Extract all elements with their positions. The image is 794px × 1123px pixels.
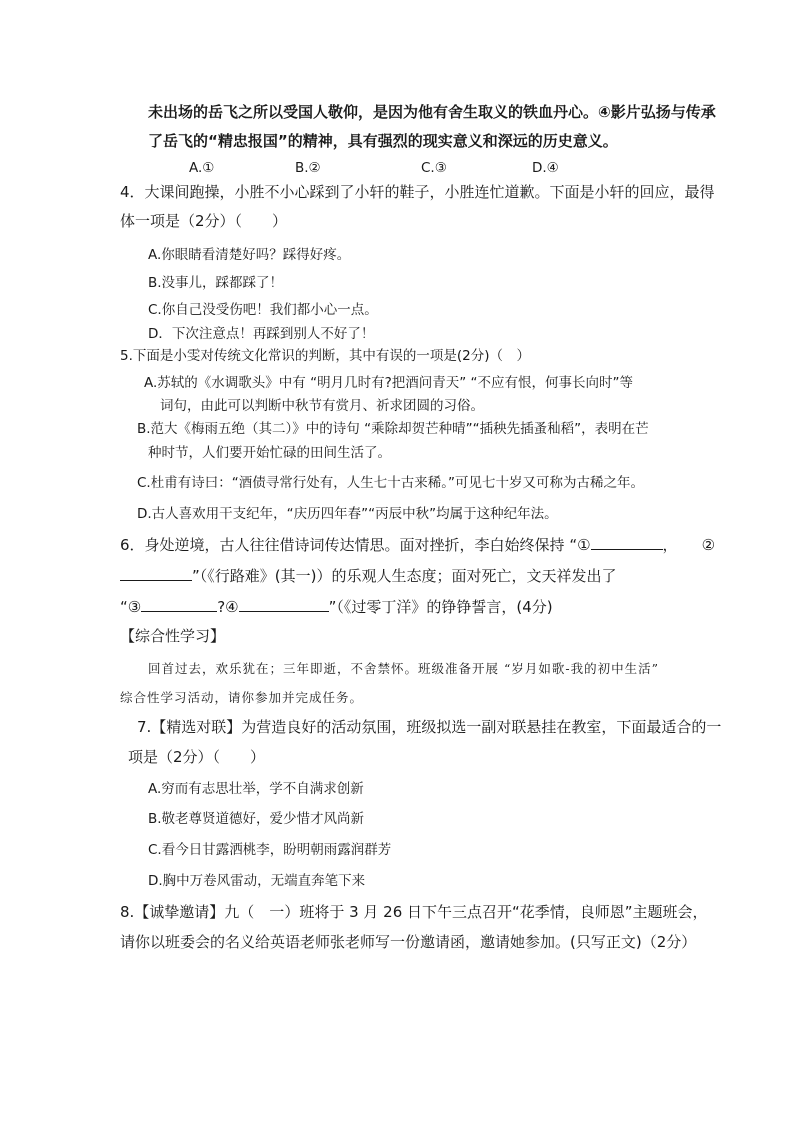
q8-line-2: 请你以班委会的名义给英语老师张老师写一份邀请函，邀请她参加。(只写正文)（2分）	[120, 933, 697, 951]
q7-stem-line-1: 7.【精选对联】为营造良好的活动氛围，班级拟选一副对联悬挂在教室，下面最适合的一	[137, 718, 722, 736]
q7-option-b: B.敬老尊贤道德好，爱少惜才风尚新	[148, 811, 365, 827]
q5-option-b-line-2: 种时节，人们要开始忙碌的田间生活了。	[148, 445, 391, 461]
q5-option-a-line-1: A.苏轼的《水调歌头》中有 “明月几时有?把酒问青天” “不应有恨，何事长向时”等	[144, 375, 634, 391]
q4-option-d: D．下次注意点！再踩到别人不好了！	[148, 326, 375, 342]
q6-marker-3: “③	[120, 598, 142, 616]
q4-option-a: A.你眼睛看清楚好吗？踩得好疼。	[148, 247, 351, 263]
q7-option-d: D.胸中万卷风雷动，无端直奔笔下来	[148, 873, 366, 889]
q5-option-b-line-1: B.范大《梅雨五绝（其二）》中的诗句 “乘除却贺芒种晴”“插秧先插蚤秈稻”，表明在芒	[137, 421, 649, 437]
q6-line-1-text: 6．身处逆境，古人往往借诗词传达情思。面对挫折，李白始终保持 “①	[120, 536, 591, 554]
answer-blank-3[interactable]	[141, 596, 217, 612]
answer-blank-1[interactable]	[591, 534, 663, 550]
q4-stem-line-2: 体一项是（2分）（ ）	[120, 212, 288, 230]
q7-option-a: A.穷而有志思壮举，学不自满求创新	[148, 781, 364, 797]
q6-line-1	[120, 534, 715, 555]
section-intro-line-2: 综合性学习活动，请你参加并完成任务。	[120, 690, 364, 705]
intro-option-a: A.①	[189, 160, 215, 176]
section-intro-line-1: 回首过去，欢乐犹在；三年即逝，不舍禁怀。班级准备开展 “岁月如歌-我的初中生活”	[148, 661, 659, 676]
q6-line-2	[120, 565, 616, 586]
q6-marker-4: ?④	[217, 598, 239, 616]
q6-marker-2: ②	[701, 536, 716, 554]
answer-blank-4[interactable]	[239, 596, 329, 612]
intro-option-b: B.②	[295, 160, 321, 176]
intro-option-c: C.③	[421, 160, 447, 176]
q7-option-c: C.看今日甘露洒桃李，盼明朝雨露润群芳	[148, 842, 392, 858]
q4-option-c: C.你自己没受伤吧！我们都小心一点。	[148, 302, 378, 318]
intro-line-1: 未出场的岳飞之所以受国人敬仰，是因为他有舍生取义的铁血丹心。④影片弘扬与传承	[148, 103, 716, 121]
q6-line-3	[120, 596, 553, 617]
answer-blank-2[interactable]	[120, 565, 192, 581]
q4-option-b: B.没事儿，踩都踩了！	[148, 275, 284, 291]
intro-option-d: D.④	[532, 160, 559, 176]
q5-option-d: D.古人喜欢用干支纪年，“庆历四年春”“丙辰中秋”均属于这种纪年法。	[137, 506, 558, 522]
q4-stem-line-1: 4．大课间跑操，小胜不小心踩到了小轩的鞋子，小胜连忙道歉。下面是小轩的回应，最得	[120, 183, 715, 201]
intro-line-2: 了岳飞的“精忠报国”的精神，具有强烈的现实意义和深远的历史意义。	[148, 132, 618, 150]
q6-line-3-text: ”（《过零丁洋》的铮铮誓言，(4分)	[328, 598, 553, 616]
q6-comma: ，	[662, 536, 678, 554]
q5-option-c: C.杜甫有诗曰：“酒债寻常行处有，人生七十古来稀。”可见七十岁又可称为古稀之年。	[137, 475, 644, 491]
q7-stem-line-2: 项是（2分）（ ）	[128, 748, 266, 766]
section-title: 【综合性学习】	[120, 627, 226, 645]
q8-line-1: 8.【诚挚邀请】九（ 一）班将于 3 月 26 日下午三点召开“花季情，良师恩”主题班会，	[120, 903, 708, 921]
q5-option-a-line-2: 词句，由此可以判断中秋节有赏月、祈求团圆的习俗。	[160, 398, 484, 414]
q5-stem: 5.下面是小雯对传统文化常识的判断，其中有误的一项是(2分)（ ）	[120, 348, 531, 364]
q6-line-2-text: ”（《行路难》(其一)）的乐观人生态度；面对死亡，文天祥发出了	[192, 567, 617, 585]
